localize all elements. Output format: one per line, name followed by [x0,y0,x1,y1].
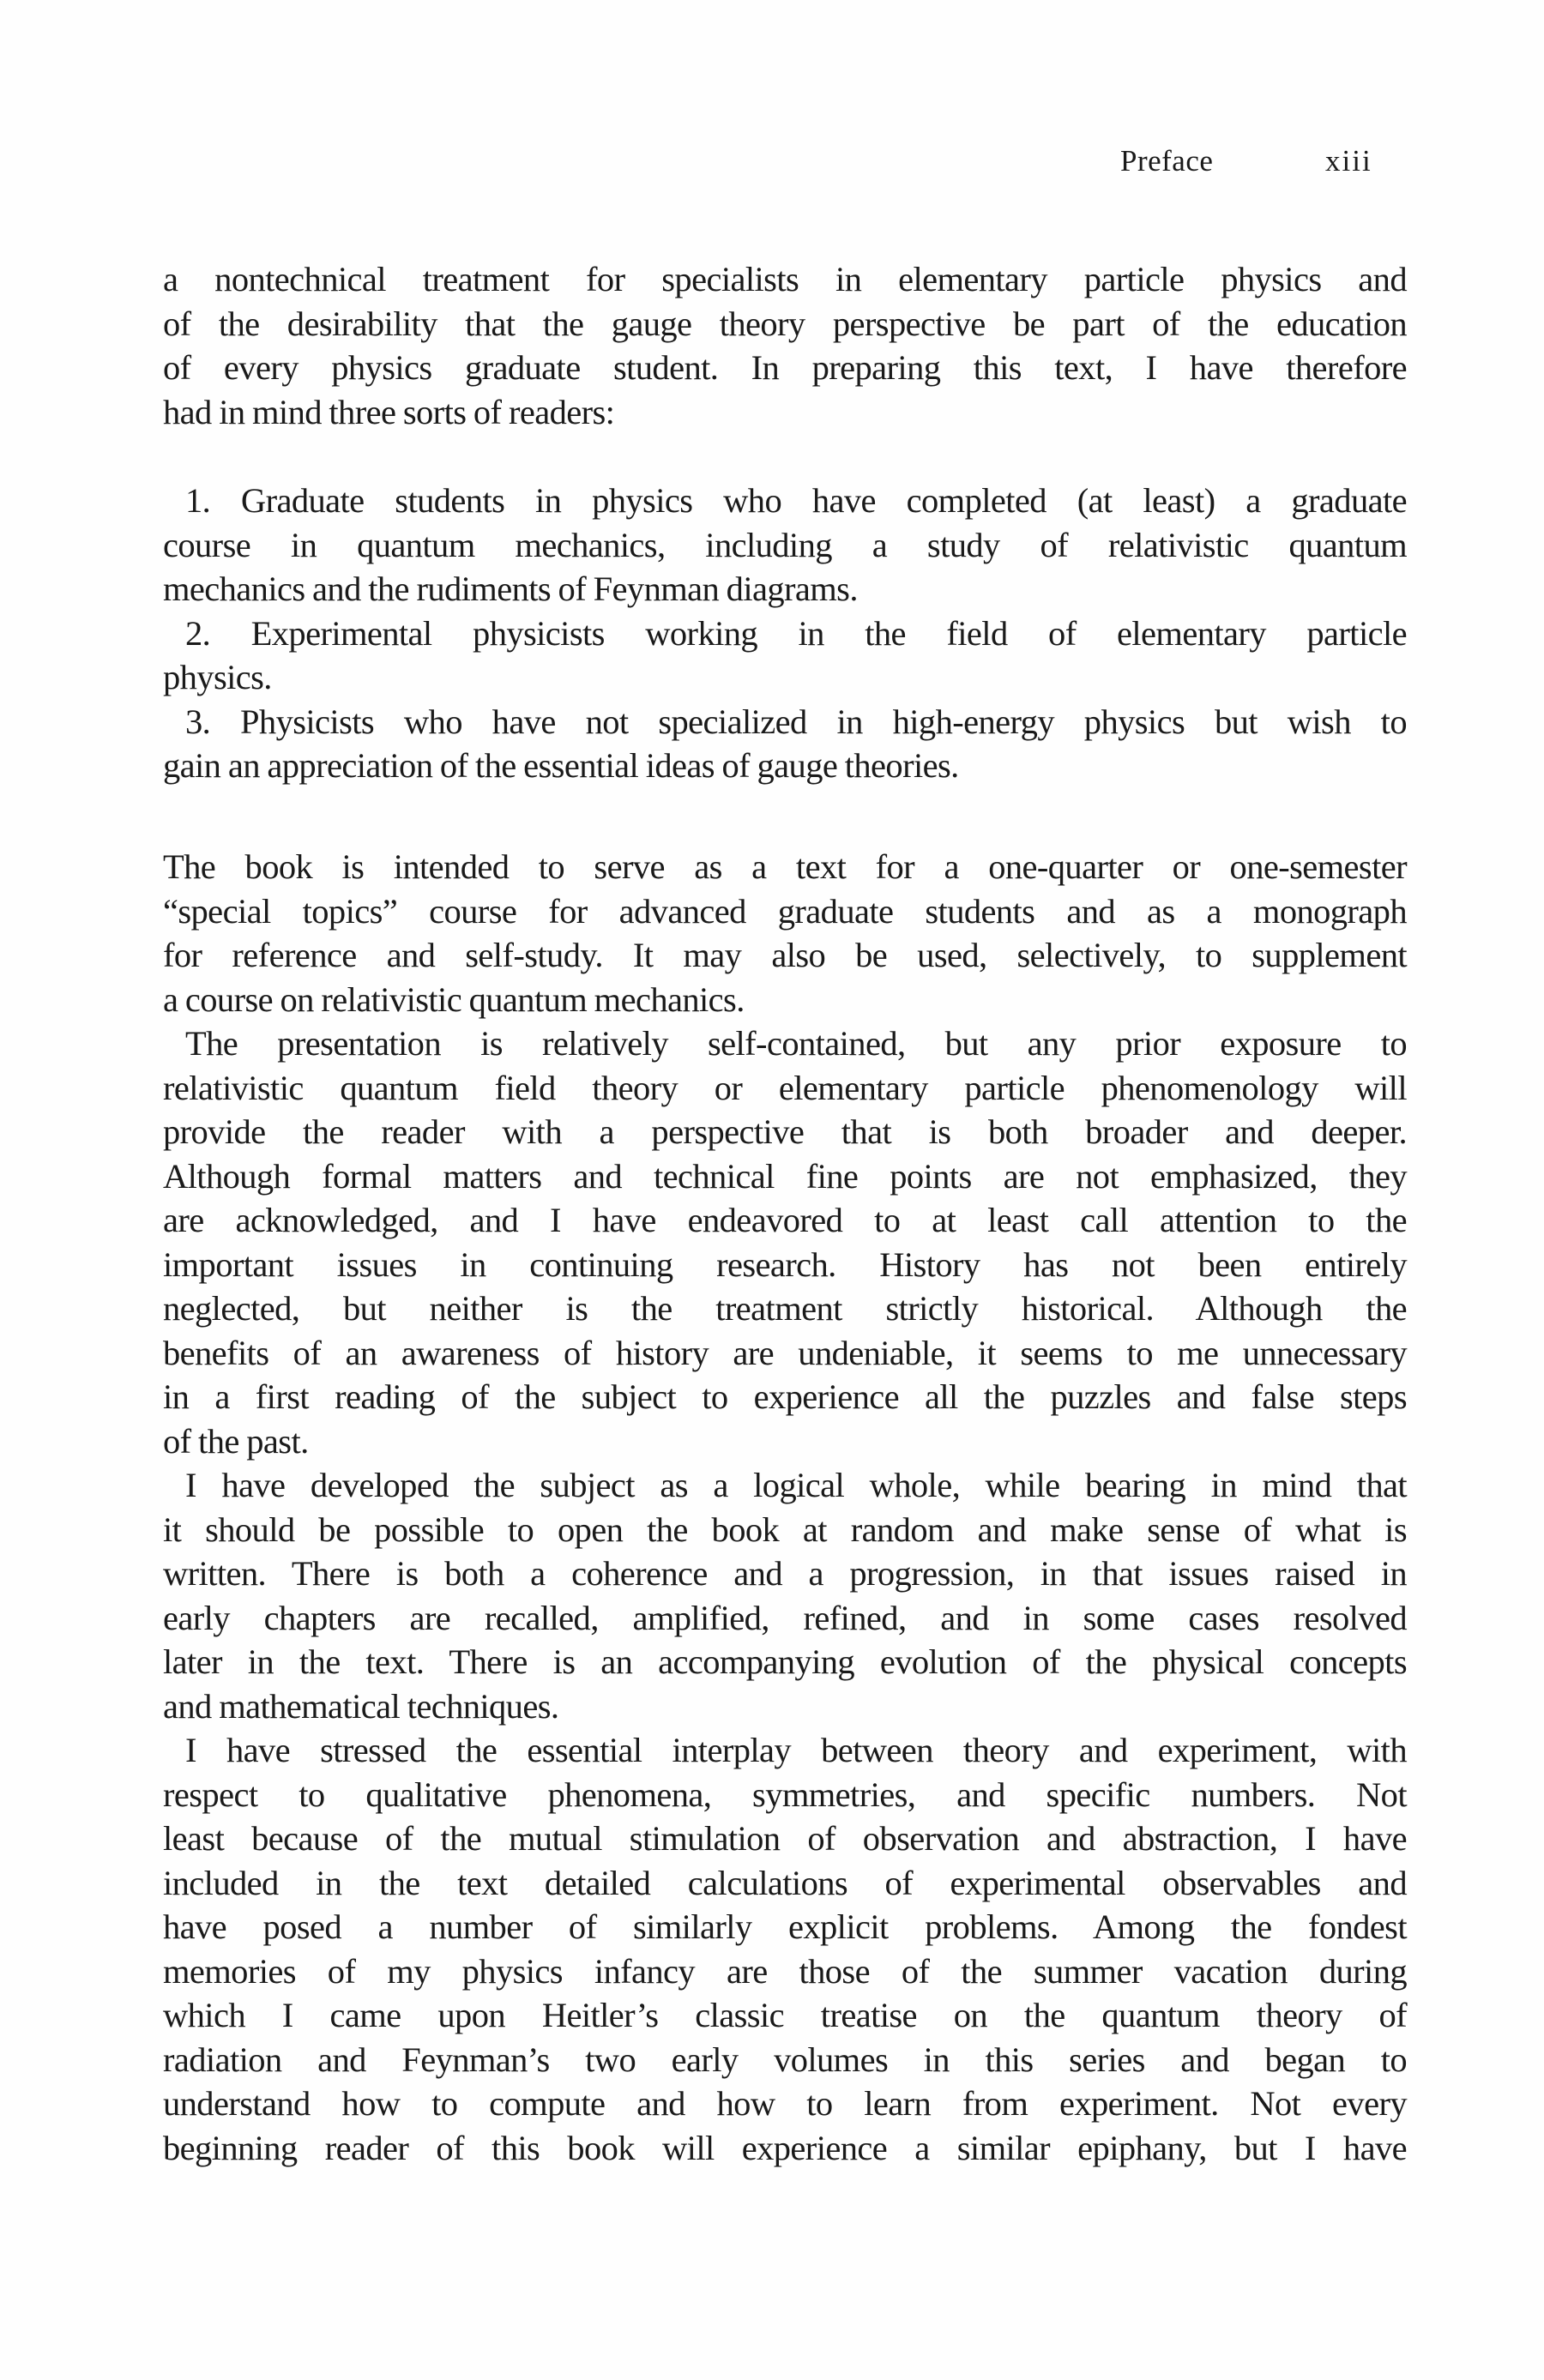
list-item-2 [163,612,1407,700]
text-line: “special topics” course for advanced graduate students and as a monograph [163,891,1407,931]
text-line: a course on relativistic quantum mechanics. [163,979,745,1019]
readers-list [163,479,1407,788]
text-line: of the desirability that the gauge theory perspective be part of the education [163,304,1407,343]
text-line: important issues in continuing research. History has not been entirely [163,1244,1407,1284]
text-line: 2. Experimental physicists working in the field of elementary particle [185,613,1407,653]
text-line: Although formal matters and technical fine points are not emphasized, they [163,1156,1407,1196]
text-line: it should be possible to open the book at random and make sense of what is [163,1509,1407,1549]
text-line: included in the text detailed calculations of experimental observables and [163,1863,1407,1902]
text-line: radiation and Feynman’s two early volumes in this series and began to [163,2040,1407,2079]
text-line: and mathematical techniques. [163,1686,559,1726]
text-line: The presentation is relatively self-contained, but any prior exposure to [185,1024,1407,1063]
text-line: course in quantum mechanics, including a study of relativistic quantum [163,525,1407,564]
text-line: least because of the mutual stimulation of observation and abstraction, I have [163,1819,1407,1858]
text-line: which I came upon Heitler’s classic treatise on the quantum theory of [163,1996,1407,2034]
text-line: mechanics and the rudiments of Feynman diagrams. [163,569,858,608]
paragraph-presentation [163,1021,1407,1463]
text-line: respect to qualitative phenomena, symmetries, and specific numbers. Not [163,1774,1407,1814]
paragraph-readers-intro [163,257,1407,434]
text-line: 1. Graduate students in physics who have completed (at least) a graduate [185,481,1407,520]
text-line: early chapters are recalled, amplified, refined, and in some cases resolved [163,1598,1407,1637]
text-line: The book is intended to serve as a text for a one-quarter or one-semester [163,847,1407,886]
text-line: had in mind three sorts of readers: [163,392,615,431]
text-line: beginning reader of this book will experience a similar epiphany, but I have [163,2128,1407,2167]
running-head: Preface [1120,144,1214,178]
text-line: relativistic quantum field theory or elementary particle phenomenology will [163,1068,1407,1107]
text-line: neglected, but neither is the treatment strictly historical. Although the [163,1289,1407,1328]
list-item-1 [163,479,1407,612]
text-line: later in the text. There is an accompanying evolution of the physical concepts [163,1642,1407,1681]
text-line: are acknowledged, and I have endeavored to at least call attention to the [163,1201,1407,1239]
text-line: I have developed the subject as a logical whole, while bearing in mind that [185,1466,1407,1504]
text-line: a nontechnical treatment for specialists in elementary particle physics and [163,260,1407,298]
page-number: xiii [1325,144,1372,178]
text-line: gain an appreciation of the essential ideas of gauge theories. [163,746,959,785]
text-line: in a first reading of the subject to experience all the puzzles and false steps [163,1377,1407,1416]
text-line: 3. Physicists who have not specialized in high-energy physics but wish to [185,702,1407,741]
text-line: understand how to compute and how to learn from experiment. Not every [163,2084,1407,2123]
paragraph-theory-experiment [163,1728,1407,2170]
text-line: have posed a number of similarly explicit problems. Among the fondest [163,1907,1407,1946]
paragraph-development [163,1463,1407,1728]
text-line: I have stressed the essential interplay between theory and experiment, with [185,1731,1407,1769]
text-line: physics. [163,658,272,696]
list-item-3 [163,700,1407,788]
paragraph-intended-use [163,845,1407,1021]
text-line: memories of my physics infancy are those of the summer vacation during [163,1951,1407,1991]
text-line: written. There is both a coherence and a progression, in that issues raised in [163,1554,1407,1593]
text-line: provide the reader with a perspective that is both broader and deeper. [163,1112,1407,1151]
text-line: benefits of an awareness of history are undeniable, it seems to me unnecessary [163,1333,1407,1372]
text-line: of every physics graduate student. In preparing this text, I have therefore [163,348,1407,387]
text-line: of the past. [163,1421,309,1461]
text-line: for reference and self-study. It may also be used, selectively, to supplement [163,936,1407,974]
